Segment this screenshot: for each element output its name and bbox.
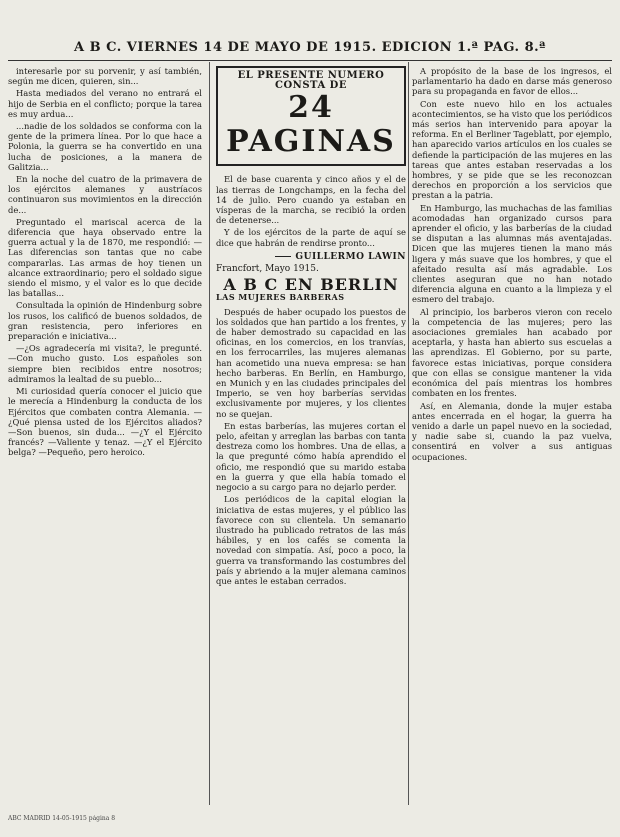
col1-paragraph: En la noche del cuatro de la primavera de los ejércitos alemanes y austríacos continuaron sus movimientos en la dirección de... — [8, 174, 202, 215]
col2-body-paragraph: Después de haber ocupado los puestos de los soldados que han partido a los frentes, y de haber demostrado su capacidad en las oficinas, en los comercios, en los tranvías, en los ferrocarriles, las mujeres alemanas han acometido una nueva empresa: se han hecho barberas. En Berlín, en Hamburgo, en Munich y en las ciudades principales del Imperio, se ven hoy barberías servidas exclusivamente por mujeres, y los clientes no se quejan. — [216, 306, 406, 419]
col2-body-paragraph: Los periódicos de la capital elogian la iniciativa de estas mujeres, y el público las favorece con su clientela. Un semanario ilustrado ha publicado retratos de las más hábiles, y en los cafés se comenta la novedad con simpatía. Así, poco a poco, la guerra va transformando las costumbres del país y abriendo a la mujer alemana caminos que antes le estaban cerrados. — [216, 494, 406, 586]
byline-name: GUILLERMO LAWIN — [295, 251, 406, 262]
col1-paragraph: Preguntado el mariscal acerca de la diferencia que haya observado entre la guerra actual y la de 1870, me respondió: —Las diferencias son tantas que no cabe compararlas. Las armas de hoy tienen un alcance extraordinario; pero el soldado sigue siendo el mismo, y el valor es lo que decide las batallas... — [8, 216, 202, 299]
col2-body-paragraph: En estas barberías, las mujeres cortan el pelo, afeitan y arreglan las barbas con tanta destreza como los hombres. Una de ellas, a la que pregunté cómo había aprendido el oficio, me respondió que su marido estaba en la guerra y que ella había tomado el negocio a su cargo para no dejarlo perder. — [216, 420, 406, 493]
byline — [216, 252, 406, 262]
section-title: A B C EN BERLIN — [223, 275, 399, 295]
column-divider-1 — [209, 62, 210, 805]
col3-paragraph: Al principio, los barberos vieron con recelo la competencia de las mujeres; pero las asociaciones gremiales han acabado por aceptarla, y hasta han abierto sus escuelas a las aprendizas. El Gobierno, por su parte, favorece estas iniciativas, porque considera que con ellas se consigue mantener la vida económica del país mientras los hombres combaten en los frentes. — [412, 306, 612, 399]
col3-paragraph: A propósito de la base de los ingresos, el parlamentario ha dado en darse más generoso para su propaganda en favor de ellos... — [412, 66, 612, 97]
column-2 — [216, 66, 406, 805]
dateline: Francfort, Mayo 1915. — [216, 264, 319, 275]
article-subhead: LAS MUJERES BARBERAS — [216, 292, 345, 303]
col2-paragraph: Y de los ejércitos de la parte de aquí se dice que habrán de rendirse pronto... — [216, 227, 406, 248]
byline-dash — [275, 256, 291, 257]
col1-paragraph: Hasta mediados del verano no entrará el hijo de Serbia en el conflicto; porque la tarea es muy ardua... — [8, 88, 202, 119]
col3-paragraph: Con este nuevo hilo en los actuales acontecimientos, se ha visto que los periódicos más serios han intervenido para apoyar la reforma. En el Berliner Tageblatt, por ejemplo, han aparecido varios artículos en los cuales se defiende la participación de las mujeres en las tareas que antes estaban reservadas a los hombres, y se pide que se les reconozcan derechos en proporción a los servicios que prestan a la patria. — [412, 98, 612, 201]
col3-paragraph: Así, en Alemania, donde la mujer estaba antes encerrada en el hogar, la guerra ha venido a darle un papel nuevo en la sociedad, y nadie sabe si, cuando la paz vuelva, consentirá en volver a sus antiguas ocupaciones. — [412, 400, 612, 462]
col1-paragraph: Mi curiosidad quería conocer el juicio que le merecía a Hindenburg la conducta de los Ejércitos que combaten contra Alemania. —¿Qué piensa usted de los Ejércitos aliados? —Son buenos, sin duda... —¿Y el Ejército francés? —Valiente y tenaz. —¿Y el Ejército belga? —Pequeño, pero heroico. — [8, 386, 202, 458]
col1-paragraph: Consultada la opinión de Hindenburg sobre los rusos, los calificó de buenos soldados, de gran resistencia, pero inferiores en preparación e iniciativa... — [8, 300, 202, 342]
column-3 — [412, 66, 612, 805]
col3-paragraph: En Hamburgo, las muchachas de las familias acomodadas han organizado cursos para aprender el oficio, y las barberías de la ciudad se disputan a las alumnas más aventajadas. Dicen que las mujeres tienen la mano más ligera y más suave que los hombres, y que el afeitado resulta así más agradable. Los clientes aseguran que no han notado diferencia alguna en cuanto a la limpieza y el esmero del trabajo. — [412, 202, 612, 305]
col2-paragraph: El de base cuarenta y cinco años y el de las tierras de Longchamps, en la fecha del 14 de julio. Pero cuando ya estaban en vísperas de la marcha, se recibió la orden de detenerse... — [216, 174, 406, 226]
column-divider-2 — [408, 62, 409, 805]
col1-paragraph: ...nadie de los soldados se conforma con la gente de la primera línea. Por lo que hace a Polonia, la guerra se ha convertido en una lucha de posiciones, a la manera de Galitzia... — [8, 121, 202, 172]
page-header: A B C. VIERNES 14 DE MAYO DE 1915. EDICION 1.ª PAG. 8.ª — [74, 40, 546, 55]
header-rule — [8, 60, 612, 61]
archive-footer: ABC MADRID 14-05-1915 página 8 — [8, 815, 116, 822]
col1-paragraph: —¿Os agradecería mi visita?, le pregunté. —Con mucho gusto. Los españoles son siempre bien recibidos entre nosotros; admiramos la lealtad de su pueblo... — [8, 343, 202, 384]
col1-paragraph: interesarle por su porvenir, y así también, según me dicen, quieren, sin... — [8, 66, 202, 87]
banner-page-count: 24 PAGINAS — [226, 90, 396, 160]
pages-banner — [216, 66, 406, 166]
column-1 — [8, 66, 202, 805]
banner-top-line: EL PRESENTE NUMERO CONSTA DE — [237, 70, 385, 92]
